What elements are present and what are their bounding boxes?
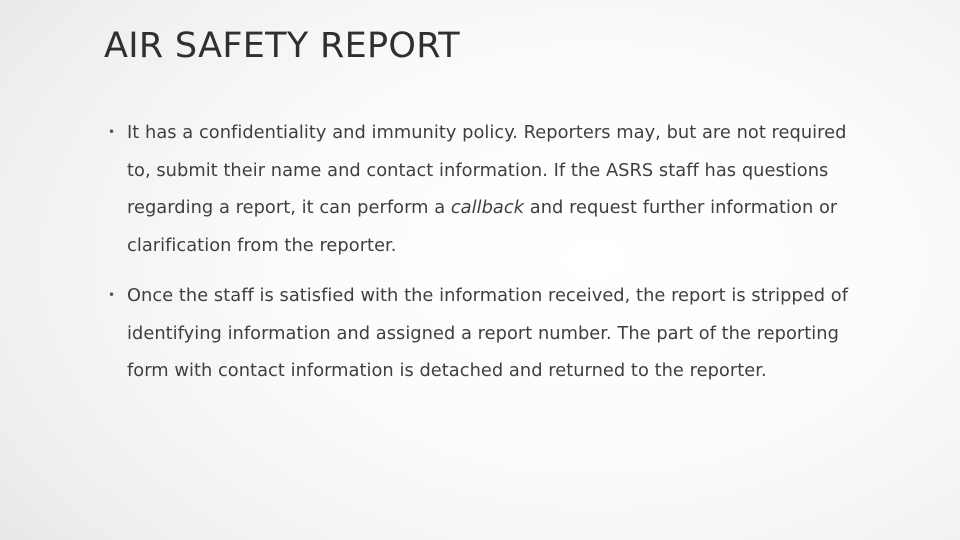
- bullet-marker: •: [108, 125, 116, 139]
- bullet-text-continued: and request further information or clarification from the reporter.: [127, 197, 838, 256]
- bullet-text: It has a confidentiality and immunity policy. Reporters may, but are not required to, submit their name and contact information. If the ASRS staff has questions regarding a report, it can perform a: [127, 122, 847, 218]
- bullet-marker: •: [108, 288, 116, 302]
- bullet-item-deidentification: [108, 277, 868, 390]
- slide-title: AIR SAFETY REPORT: [104, 26, 460, 66]
- bullet-list: [108, 114, 868, 390]
- bullet-emphasis-callback: callback: [450, 197, 525, 218]
- bullet-item-confidentiality: [108, 114, 868, 264]
- bullet-text: Once the staff is satisfied with the information received, the report is stripped of identifying information and assigned a report number. The part of the reporting form with contact information is detached and returned to the reporter.: [127, 285, 849, 381]
